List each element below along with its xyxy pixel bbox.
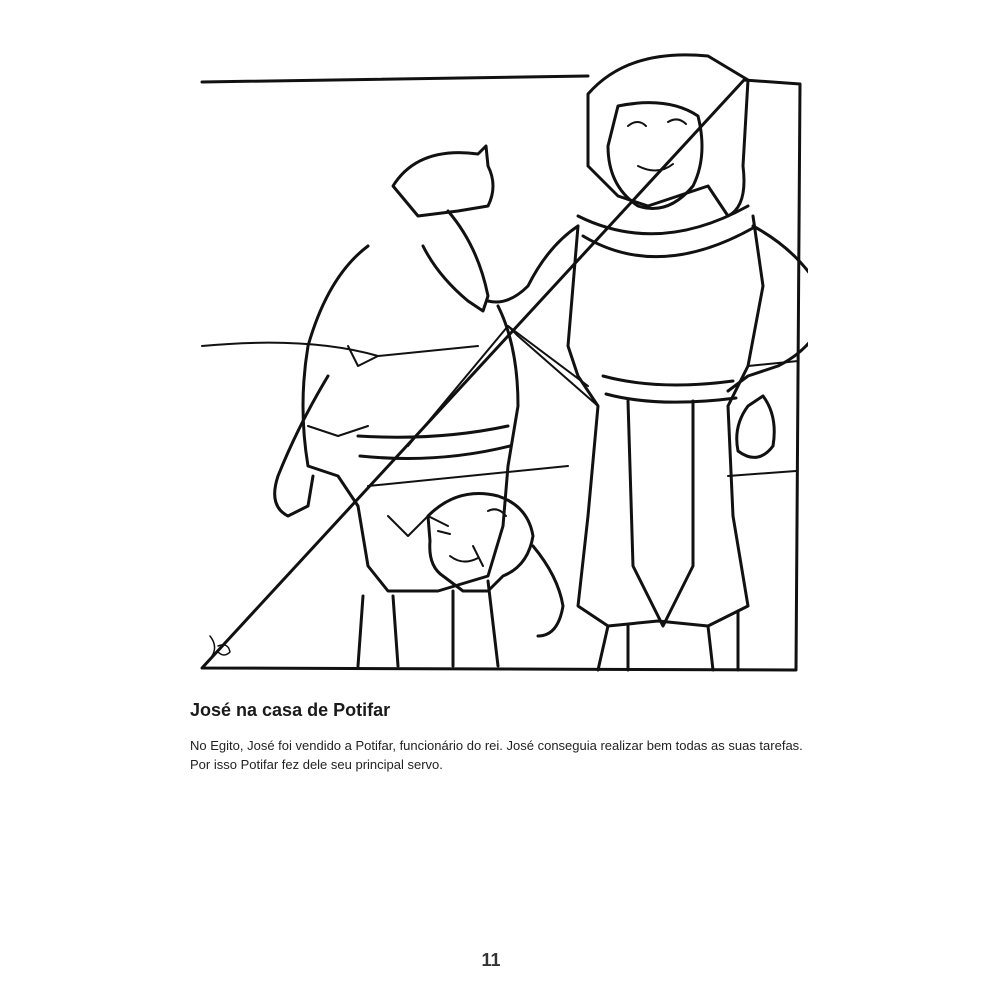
potiphar-arm-right — [728, 226, 808, 391]
frame-border — [202, 76, 800, 670]
body-line-2: Por isso Potifar fez dele seu principal servo. — [190, 757, 443, 772]
potiphar-belt — [603, 376, 736, 402]
boy-tunic-tears — [308, 346, 448, 536]
cat-body — [533, 546, 563, 636]
potiphar-arm-left — [488, 226, 578, 302]
cat-features — [438, 509, 506, 566]
boy-face — [423, 211, 488, 311]
boy-arm — [275, 376, 328, 516]
boy-body — [303, 246, 518, 591]
body-line-1: No Egito, José foi vendido a Potifar, funcionário do rei. José conseguia realizar bem todas as suas tarefas. — [190, 738, 803, 753]
section-title: José na casa de Potifar — [190, 700, 391, 720]
potiphar-eyes-mouth — [628, 119, 686, 170]
potiphar-pouch — [737, 396, 775, 457]
coloring-illustration — [188, 46, 808, 676]
pyramid-right — [508, 326, 598, 406]
boy-sash — [358, 426, 510, 458]
cat-head — [428, 494, 533, 592]
page-number: 11 — [481, 950, 501, 970]
section-body — [190, 736, 830, 774]
boy-legs — [358, 581, 498, 666]
potiphar-apron — [628, 401, 693, 626]
coloring-illustration-svg — [188, 46, 808, 676]
boy-hair — [393, 146, 493, 216]
potiphar-face — [608, 103, 702, 209]
potiphar-robe — [568, 216, 763, 626]
